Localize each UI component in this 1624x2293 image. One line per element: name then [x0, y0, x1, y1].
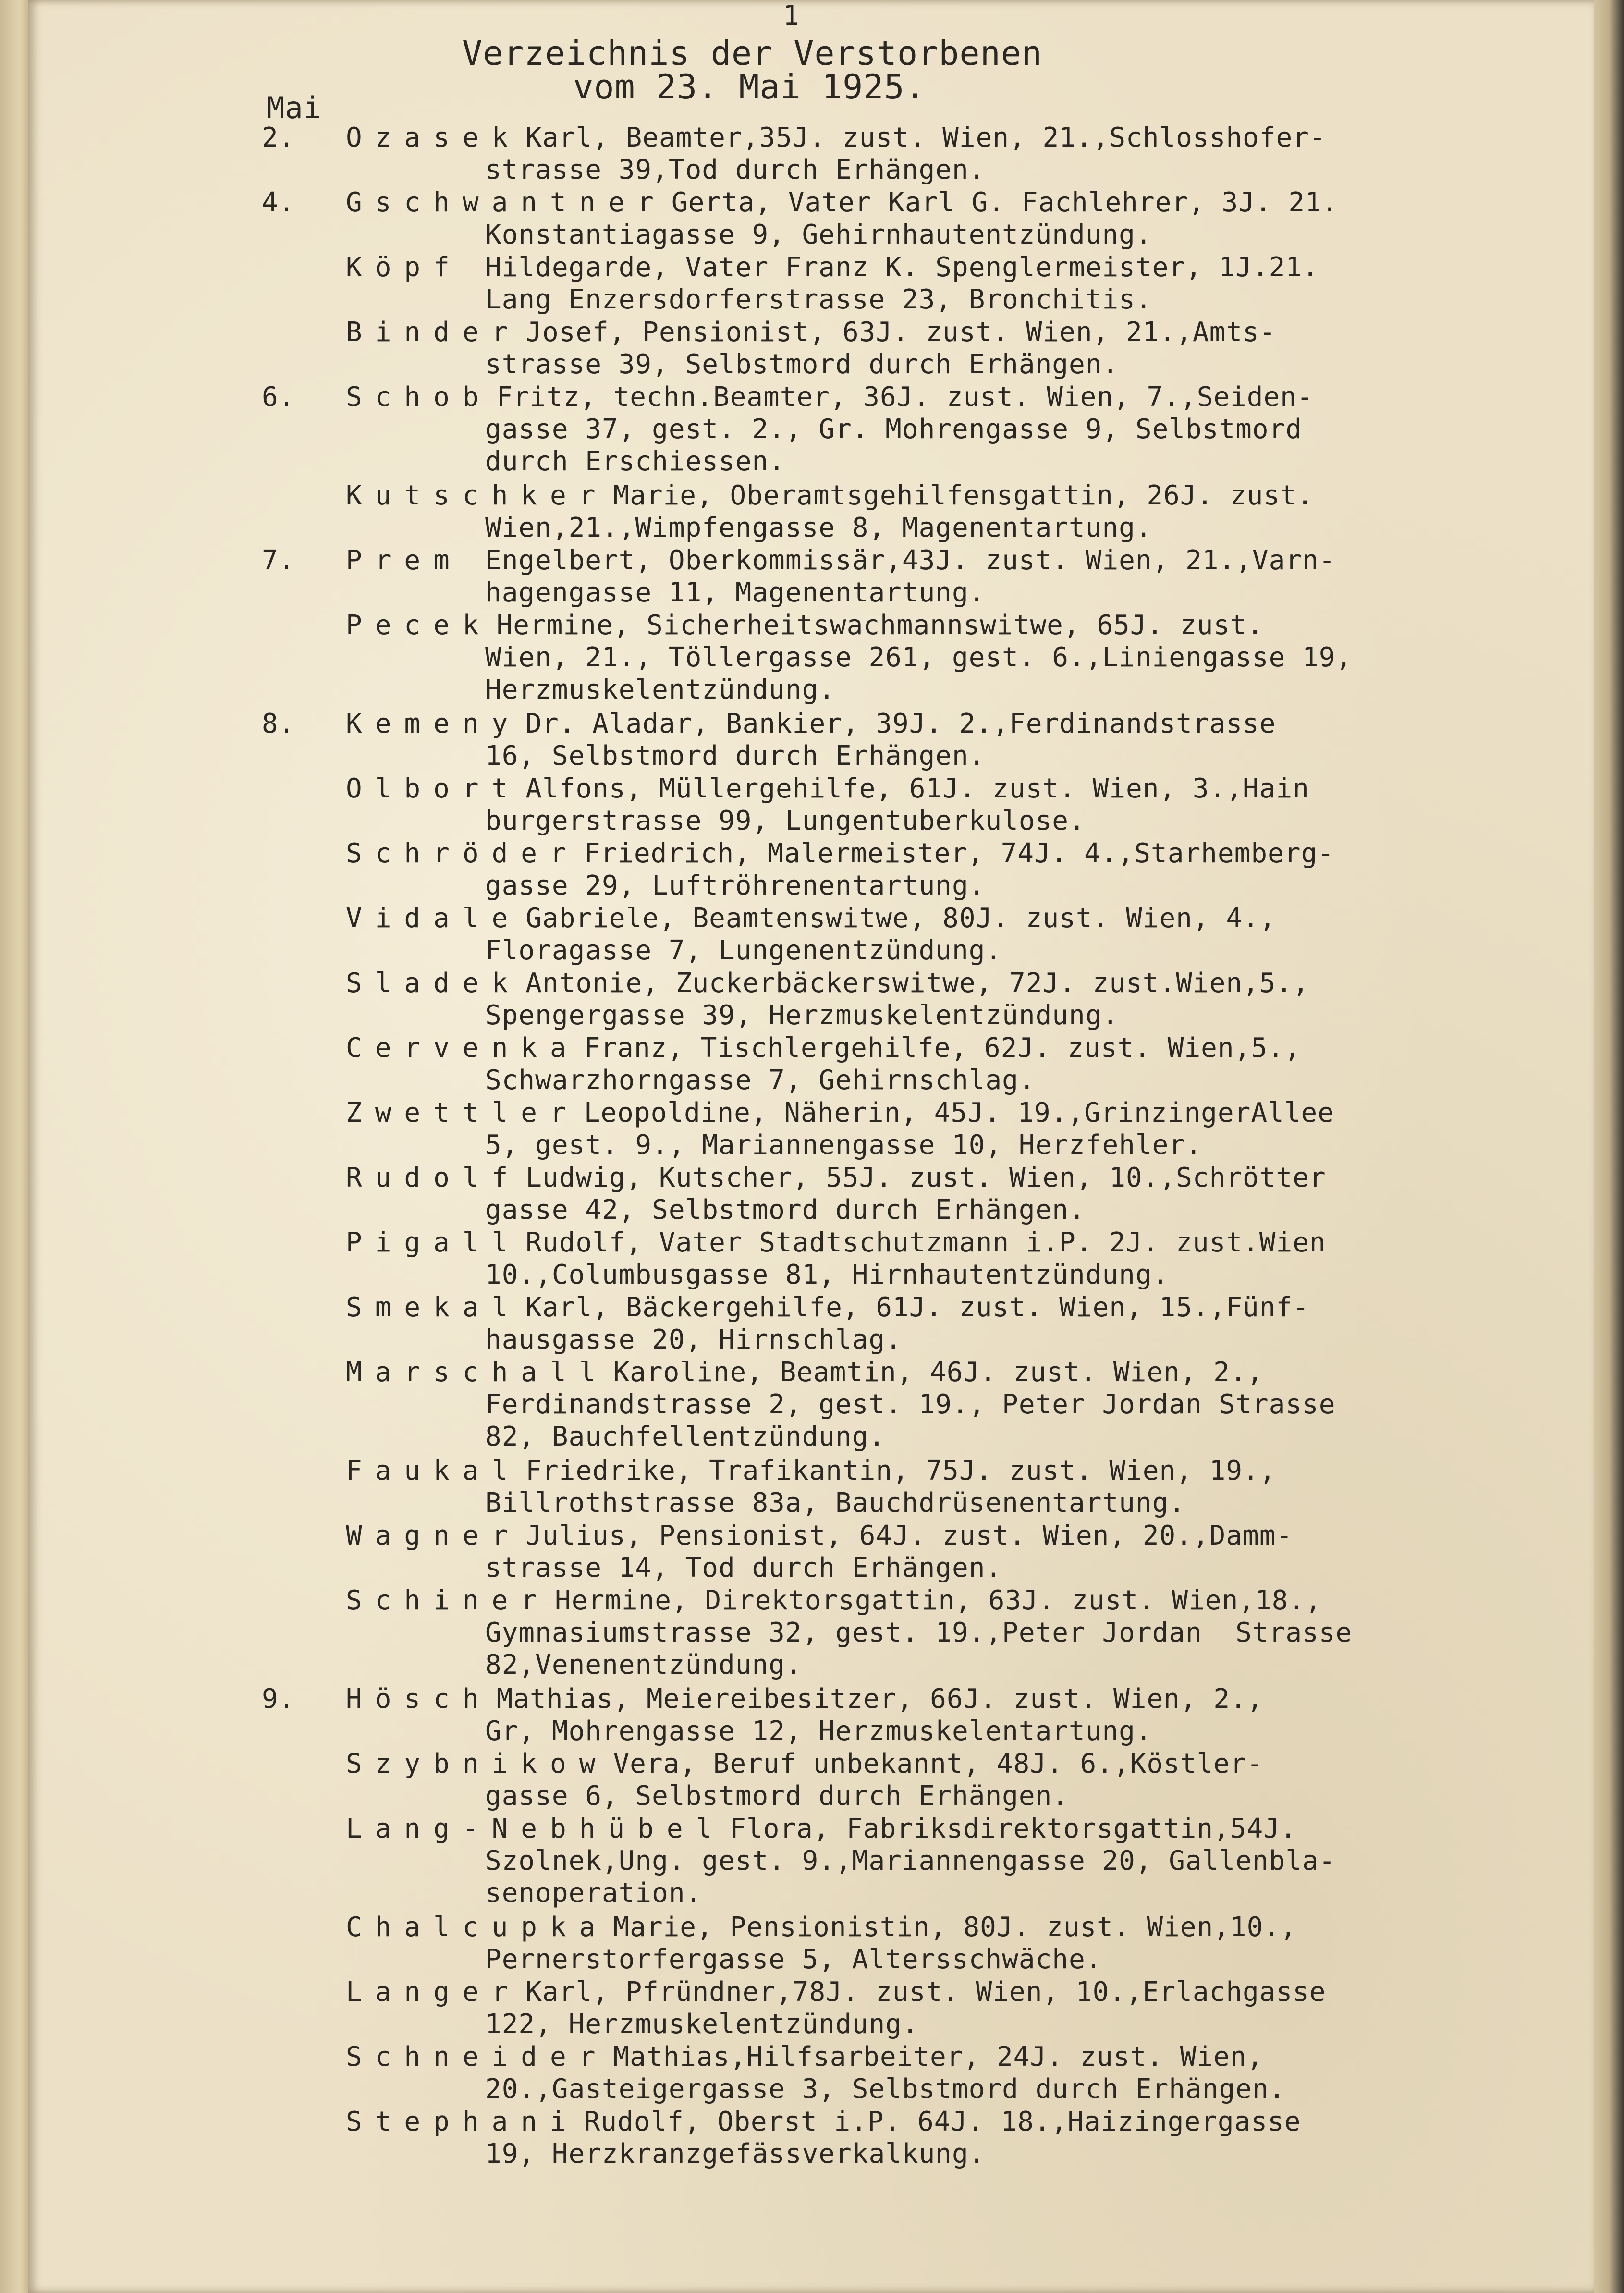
entry-text-line: Herzmuskelentzündung. — [485, 674, 836, 705]
entry-text-line: burgerstrasse 99, Lungentuberkulose. — [485, 805, 1086, 836]
entry-text-line: 122, Herzmuskelentzündung. — [485, 2009, 919, 2040]
entry-text-line: Franz, Tischlergehilfe, 62J. zust. Wien,5., — [584, 1032, 1301, 1064]
entry-surname: Wagner — [346, 1520, 521, 1551]
entry-text-line: Wien, 21., Töllergasse 261, gest. 6.,Liniengasse 19, — [485, 642, 1353, 673]
entry-text-line: 20.,Gasteigergasse 3, Selbstmord durch Erhängen. — [485, 2073, 1286, 2105]
entry-surname: Kutschker — [346, 480, 609, 511]
entry-surname: Rudolf — [346, 1162, 521, 1193]
entry-surname: Szybnikow — [346, 1748, 609, 1779]
entry-text-line: Billrothstrasse 83a, Bauchdrüsenentartung. — [485, 1487, 1186, 1519]
entry-surname: Kemeny — [346, 708, 521, 739]
entry-text-line: strasse 39, Selbstmord durch Erhängen. — [485, 349, 1119, 380]
entry-surname: Schneider — [346, 2041, 609, 2072]
entry-surname: Cervenka — [346, 1032, 579, 1064]
entry-text-line: Floragasse 7, Lungenentzündung. — [485, 935, 1002, 966]
entry-text-line: Ludwig, Kutscher, 55J. zust. Wien, 10.,Schrötter — [525, 1162, 1326, 1193]
entry-text-line: Konstantiagasse 9, Gehirnhautentzündung. — [485, 219, 1152, 250]
entry-text-line: 5, gest. 9., Mariannengasse 10, Herzfehler. — [485, 1129, 1202, 1161]
entry-surname: Hösch — [346, 1683, 492, 1715]
entry-text-line: gasse 6, Selbstmord durch Erhängen. — [485, 1780, 1069, 1812]
entry-text-line: Rudolf, Vater Stadtschutzmann i.P. 2J. zust.Wien — [525, 1227, 1326, 1258]
entry-text-line: 16, Selbstmord durch Erhängen. — [485, 740, 986, 772]
entry-day: 7. — [262, 545, 295, 576]
entry-text-line: 82, Bauchfellentzündung. — [485, 1421, 886, 1452]
entry-text-line: senoperation. — [485, 1877, 702, 1909]
entry-surname: Vidale — [346, 903, 521, 934]
entry-surname: Pecek — [346, 610, 492, 641]
entry-text-line: Schwarzhorngasse 7, Gehirnschlag. — [485, 1065, 1036, 1096]
page-number: 1 — [783, 0, 800, 31]
entry-text-line: Marie, Oberamtsgehilfensgattin, 26J. zust. — [613, 480, 1314, 511]
entry-surname: Smekal — [346, 1292, 521, 1323]
entry-text-line: Engelbert, Oberkommissär,43J. zust. Wien, 21.,Varn- — [485, 545, 1336, 576]
entry-text-line: Vera, Beruf unbekannt, 48J. 6.,Köstler- — [613, 1748, 1264, 1779]
entry-surname: Schröder — [346, 838, 579, 869]
entry-text-line: Hermine, Sicherheitswachmannswitwe, 65J. zust. — [496, 610, 1264, 641]
entry-surname: Marschall — [346, 1357, 609, 1388]
entry-text-line: Alfons, Müllergehilfe, 61J. zust. Wien, 3.,Hain — [525, 773, 1309, 804]
entry-text-line: Hermine, Direktorsgattin, 63J. zust. Wien,18., — [555, 1585, 1322, 1616]
entry-surname: Langer — [346, 1976, 521, 2008]
entry-text-line: durch Erschiessen. — [485, 446, 785, 477]
entry-text-line: strasse 39,Tod durch Erhängen. — [485, 154, 986, 185]
entry-text-line: Mathias, Meiereibesitzer, 66J. zust. Wien, 2., — [496, 1683, 1264, 1715]
entry-text-line: Pernerstorfergasse 5, Altersschwäche. — [485, 1944, 1102, 1975]
entry-surname: Sladek — [346, 968, 521, 999]
entry-text-line: Gymnasiumstrasse 32, gest. 19.,Peter Jordan Strasse — [485, 1617, 1353, 1648]
entry-text-line: Karl, Pfründner,78J. zust. Wien, 10.,Erlachgasse — [525, 1976, 1326, 2008]
entry-surname: Olbort — [346, 773, 521, 804]
entry-text-line: Marie, Pensionistin, 80J. zust. Wien,10., — [613, 1912, 1297, 1943]
entry-text-line: Karoline, Beamtin, 46J. zust. Wien, 2., — [613, 1357, 1264, 1388]
entry-text-line: Hildegarde, Vater Franz K. Spenglermeister, 1J.21. — [485, 252, 1319, 283]
entry-text-line: Flora, Fabriksdirektorsgattin,54J. — [730, 1813, 1297, 1844]
entry-text-line: Rudolf, Oberst i.P. 64J. 18.,Haizingergasse — [584, 2106, 1301, 2137]
entry-surname: Ozasek — [346, 122, 521, 153]
entry-day: 9. — [262, 1683, 295, 1715]
entry-surname: Schiner — [346, 1585, 550, 1616]
entry-surname: Chalcupka — [346, 1912, 609, 1943]
entry-text-line: Karl, Beamter,35J. zust. Wien, 21.,Schlosshofer- — [525, 122, 1326, 153]
entry-text-line: gasse 29, Luftröhrenentartung. — [485, 870, 986, 901]
entry-text-line: Gr, Mohrengasse 12, Herzmuskelentartung. — [485, 1716, 1152, 1747]
entry-text-line: Mathias,Hilfsarbeiter, 24J. zust. Wien, — [613, 2041, 1264, 2072]
entry-text-line: hausgasse 20, Hirnschlag. — [485, 1324, 902, 1355]
entry-day: 2. — [262, 122, 295, 153]
entry-text-line: Karl, Bäckergehilfe, 61J. zust. Wien, 15.,Fünf- — [525, 1292, 1309, 1323]
entry-surname: Prem — [346, 545, 463, 576]
entry-text-line: 10.,Columbusgasse 81, Hirnhautentzündung. — [485, 1259, 1169, 1290]
entry-text-line: Spengergasse 39, Herzmuskelentzündung. — [485, 1000, 1119, 1031]
entry-text-line: Fritz, techn.Beamter, 36J. zust. Wien, 7.,Seiden- — [496, 381, 1314, 413]
entry-day: 8. — [262, 708, 295, 739]
page-edge-shadow — [1594, 0, 1624, 2293]
entry-text-line: 82,Venenentzündung. — [485, 1649, 802, 1680]
entry-text-line: hagengasse 11, Magenentartung. — [485, 577, 986, 608]
entry-surname: Schob — [346, 381, 492, 413]
entry-surname: Zwettler — [346, 1097, 579, 1128]
entry-surname: Faukal — [346, 1455, 521, 1486]
month-heading: Mai — [267, 90, 322, 125]
entry-text-line: gasse 42, Selbstmord durch Erhängen. — [485, 1194, 1086, 1226]
entry-text-line: Gerta, Vater Karl G. Fachlehrer, 3J. 21. — [671, 187, 1339, 218]
entry-surname: Lang-Nebhübel — [346, 1813, 725, 1844]
entry-surname: Binder — [346, 317, 521, 348]
entry-text-line: Friedrich, Malermeister, 74J. 4.,Starhemberg- — [584, 838, 1334, 869]
entry-day: 4. — [262, 187, 295, 218]
document-subtitle-date: vom 23. Mai 1925. — [573, 67, 926, 107]
entry-text-line: Wien,21.,Wimpfengasse 8, Magenentartung. — [485, 512, 1152, 543]
entry-text-line: Dr. Aladar, Bankier, 39J. 2.,Ferdinandstrasse — [525, 708, 1276, 739]
entry-text-line: Lang Enzersdorferstrasse 23, Bronchitis. — [485, 284, 1152, 315]
entry-text-line: Leopoldine, Näherin, 45J. 19.,GrinzingerAllee — [584, 1097, 1334, 1128]
entry-text-line: Julius, Pensionist, 64J. zust. Wien, 20.,Damm- — [525, 1520, 1293, 1551]
entry-text-line: 19, Herzkranzgefässverkalkung. — [485, 2138, 986, 2170]
entry-surname: Pigall — [346, 1227, 521, 1258]
entry-text-line: Gabriele, Beamtenswitwe, 80J. zust. Wien, 4., — [525, 903, 1276, 934]
entry-text-line: Josef, Pensionist, 63J. zust. Wien, 21.,Amts- — [525, 317, 1276, 348]
entry-text-line: gasse 37, gest. 2., Gr. Mohrengasse 9, Selbstmord — [485, 414, 1303, 445]
document-title: Verzeichnis der Verstorbenen — [462, 34, 1043, 73]
entry-surname: Stephani — [346, 2106, 579, 2137]
entry-surname: Köpf — [346, 252, 463, 283]
entry-text-line: Antonie, Zuckerbäckerswitwe, 72J. zust.Wien,5., — [525, 968, 1309, 999]
entry-text-line: strasse 14, Tod durch Erhängen. — [485, 1552, 1002, 1583]
entry-text-line: Ferdinandstrasse 2, gest. 19., Peter Jordan Strasse — [485, 1389, 1336, 1420]
entry-surname: Gschwantner — [346, 187, 667, 218]
entry-text-line: Szolnek,Ung. gest. 9.,Mariannengasse 20, Gallenbla- — [485, 1845, 1336, 1876]
entry-day: 6. — [262, 381, 295, 413]
entry-text-line: Friedrike, Trafikantin, 75J. zust. Wien, 19., — [525, 1455, 1276, 1486]
